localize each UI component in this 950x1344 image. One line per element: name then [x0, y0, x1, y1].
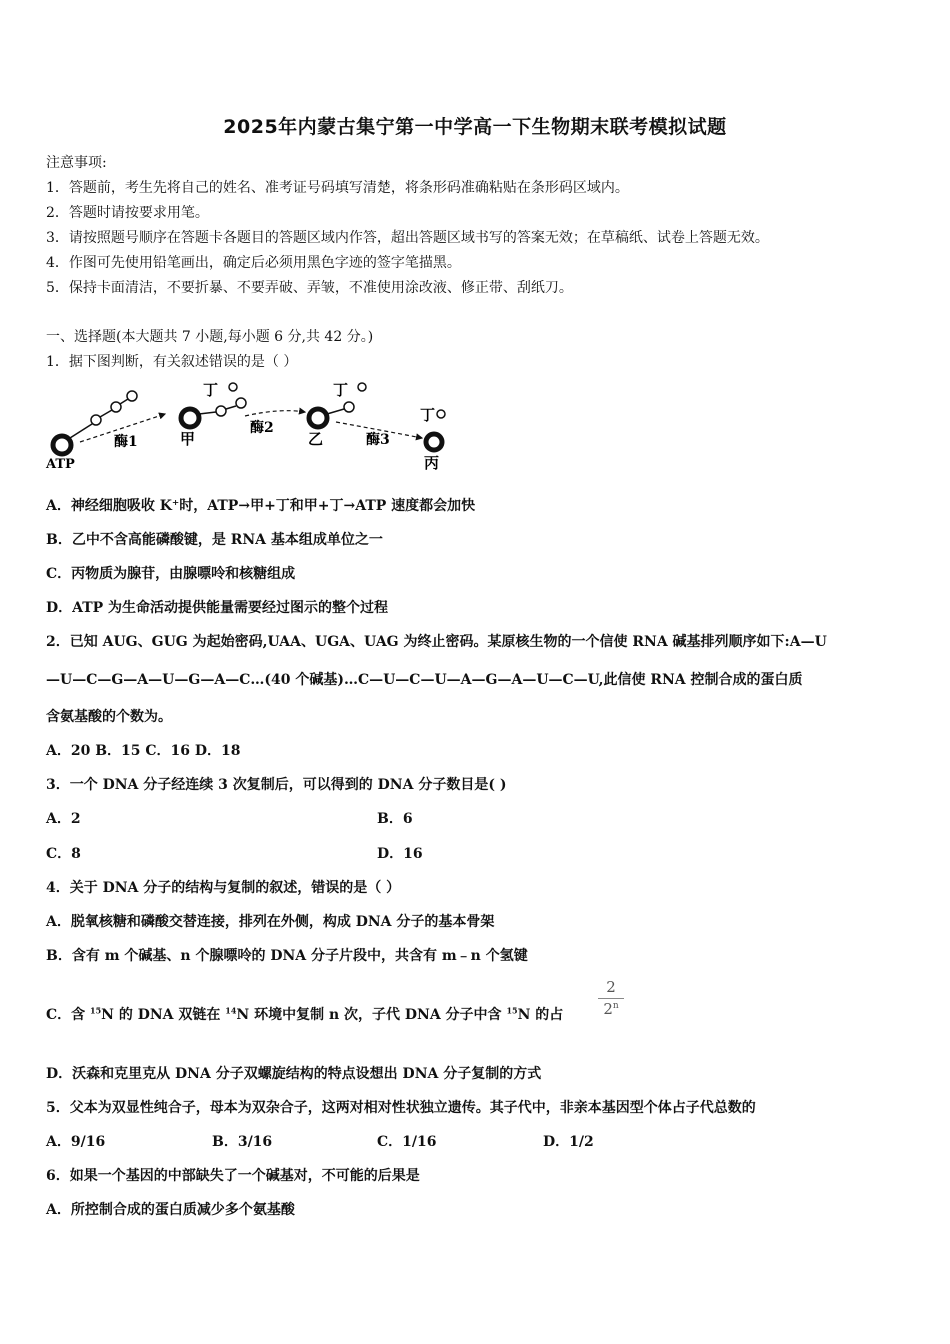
bing-label: 丙 — [424, 454, 440, 472]
notice-item-4: 4．作图可先使用铅笔画出，确定后必须用黑色字迹的签字笔描黑。 — [46, 255, 461, 271]
notice-item-3: 3．请按照题号顺序在答题卡各题目的答题区域内作答，超出答题区域书写的答案无效；在草稿纸、试卷上答题无效。 — [46, 230, 769, 246]
q1-option-b: B．乙中不含高能磷酸键，是 RNA 基本组成单位之一 — [46, 532, 383, 548]
atp-label: ATP — [46, 457, 75, 472]
q4-stem: 4．关于 DNA 分子的结构与复制的叙述，错误的是（ ） — [46, 880, 401, 896]
q2-stem-line3: 含氨基酸的个数为。 — [46, 709, 172, 725]
q4-option-c-label: C． — [46, 1007, 72, 1023]
q1-option-d: D．ATP 为生命活动提供能量需要经过图示的整个过程 — [46, 600, 389, 616]
q3-stem: 3．一个 DNA 分子经连续 3 次复制后，可以得到的 DNA 分子数目是( ) — [46, 777, 507, 793]
ding-label-2: 丁 — [333, 381, 349, 399]
q3-option-b: B．6 — [377, 811, 413, 827]
notice-item-2: 2．答题时请按要求用笔。 — [46, 205, 209, 221]
q1-option-a: A．神经细胞吸收 K⁺时，ATP→甲+丁和甲+丁→ATP 速度都会加快 — [46, 498, 476, 514]
section-heading: 一、选择题(本大题共 7 小题,每小题 6 分,共 42 分。) — [46, 329, 374, 345]
fraction-2-over-2n: $\frac{2}{2^n}$ — [598, 978, 624, 1018]
q5-stem: 5．父本为双显性纯合子，母本为双杂合子，这两对相对性状独立遗传。其子代中，非亲本基因型个体占子代总数的 — [46, 1100, 756, 1116]
enzyme1-label: 酶1 — [114, 434, 138, 450]
notice-item-1: 1．答题前，考生先将自己的姓名、准考证号码填写清楚，将条形码准确粘贴在条形码区域内。 — [46, 180, 629, 196]
q2-stem-line1: 2．已知 AUG、GUG 为起始密码,UAA、UGA、UAG 为终止密码。某原核生物的一个信使 RNA 碱基排列顺序如下:A—U — [46, 634, 827, 650]
enzyme3-label: 酶3 — [366, 432, 390, 448]
q5-option-a: A．9/16 — [46, 1134, 106, 1150]
notice-heading: 注意事项: — [46, 155, 107, 171]
q5-option-c: C．1/16 — [377, 1134, 437, 1150]
jia-molecule — [181, 398, 246, 427]
q3-option-d: D．16 — [377, 846, 423, 862]
q5-option-b: B．3/16 — [212, 1134, 273, 1150]
q3-option-c: C．8 — [46, 846, 81, 862]
enzyme2-label: 酶2 — [250, 420, 274, 436]
jia-label: 甲 — [180, 430, 196, 448]
yi-label: 乙 — [308, 430, 324, 448]
ding-label-3: 丁 — [420, 406, 436, 424]
q2-options: A．20 B．15 C．16 D．18 — [46, 743, 241, 759]
q6-option-a: A．所控制合成的蛋白质减少多个氨基酸 — [46, 1202, 295, 1218]
bing-molecule — [426, 434, 442, 450]
q3-option-a: A．2 — [46, 811, 81, 827]
atp-hydrolysis-diagram — [40, 372, 470, 476]
notice-item-5: 5．保持卡面清洁，不要折暴、不要弄破、弄皱，不准使用涂改液、修正带、刮纸刀。 — [46, 280, 573, 296]
page-title: 2025年内蒙古集宁第一中学高一下生物期末联考模拟试题 — [223, 116, 727, 138]
q1-stem: 1．据下图判断，有关叙述错误的是（ ） — [46, 354, 298, 370]
q2-stem-line2: —U—C—G—A—U—G—A—C…(40 个碱基)…C—U—C—U—A—G—A—U—C—U,此信使 RNA 控制合成的蛋白质 — [46, 672, 803, 688]
q4-option-d: D．沃森和克里克从 DNA 分子双螺旋结构的特点设想出 DNA 分子复制的方式 — [46, 1066, 542, 1082]
q6-stem: 6．如果一个基因的中部缺失了一个碱基对，不可能的后果是 — [46, 1168, 420, 1184]
q4-option-c: C．含 $^{15}$N 的 DNA 双链在 $^{14}$N 环境中复制 n 次，子代 DNA 分子中含 $^{15}$N 的占 — [46, 1005, 564, 1023]
ding-label-1: 丁 — [203, 381, 219, 399]
q4-option-b: B．含有 m 个碱基、n 个腺嘌呤的 DNA 分子片段中，共含有 m﹣n 个氢键 — [46, 948, 528, 964]
q5-option-d: D．1/2 — [543, 1134, 594, 1150]
q1-option-c: C．丙物质为腺苷，由腺嘌呤和核糖组成 — [46, 566, 296, 582]
yi-molecule — [309, 402, 354, 427]
q4-option-a: A．脱氧核糖和磷酸交替连接，排列在外侧，构成 DNA 分子的基本骨架 — [46, 914, 495, 930]
